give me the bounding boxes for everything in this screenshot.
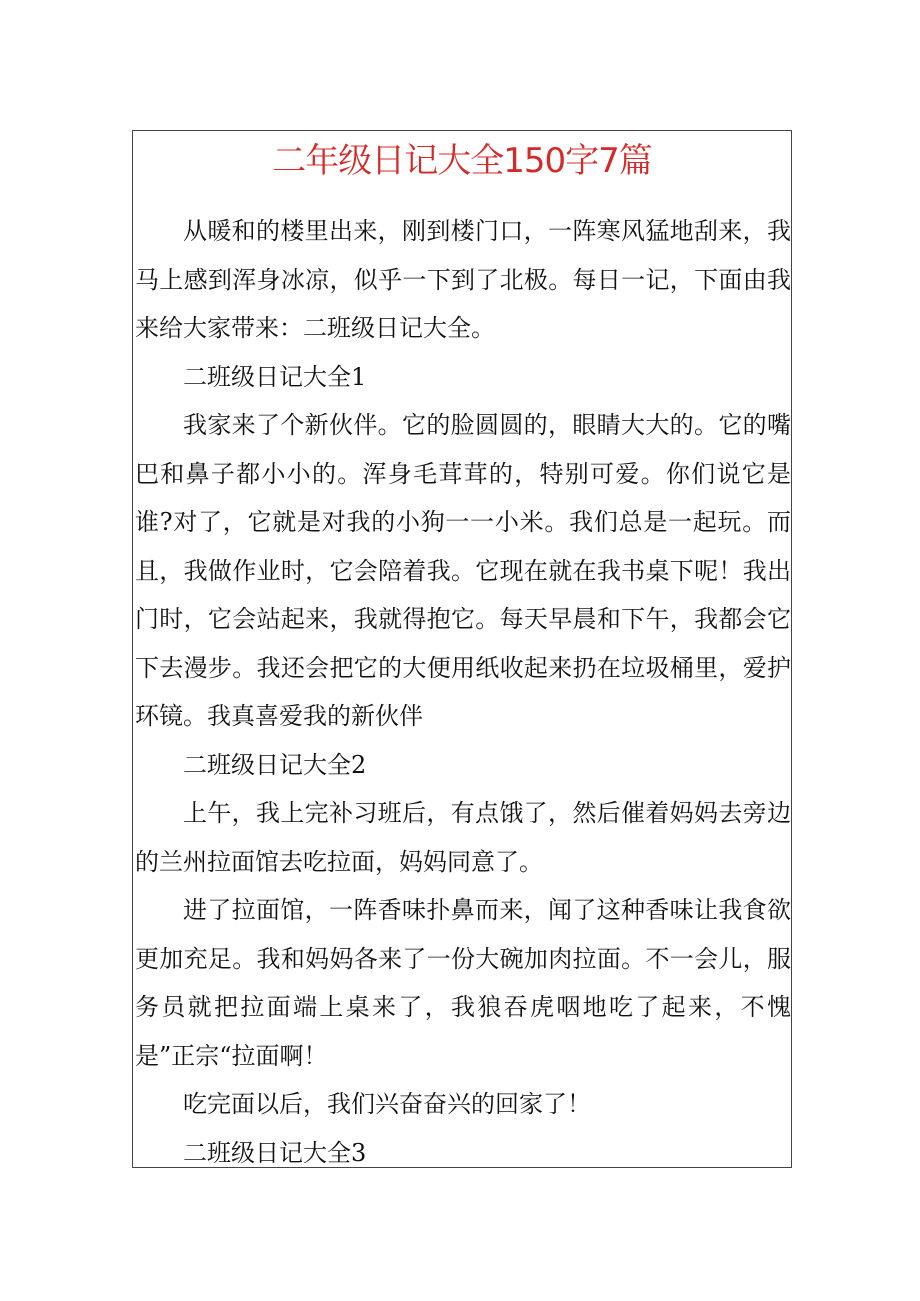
- section-heading-1: 二班级日记大全1: [183, 362, 367, 391]
- document-frame: [132, 130, 792, 1168]
- section-heading-3: 二班级日记大全3: [183, 1138, 367, 1167]
- intro-paragraph: 从暖和的楼里出来，刚到楼门口，一阵寒风猛地刮来，我马上感到浑身冰凉，似乎一下到了北极。每日一记，下面由我来给大家带来：二班级日记大全。: [135, 217, 791, 342]
- section-2-paragraph-2: 进了拉面馆，一阵香味扑鼻而来，闻了这种香味让我食欲更加充足。我和妈妈各来了一份大碗加肉拉面。不一会儿，服务员就把拉面端上桌来了，我狼吞虎咽地吃了起来，不愧是”正宗“拉面啊！: [135, 896, 791, 1070]
- section-1-paragraph-1: 我家来了个新伙伴。它的脸圆圆的，眼睛大大的。它的嘴巴和鼻子都小小的。浑身毛茸茸的，特别可爱。你们说它是谁?对了，它就是对我的小狗一一小米。我们总是一起玩。而且，我做作业时，它会陪着我。它现在就在我书桌下呢！我出门时，它会站起来，我就得抱它。每天早晨和下午，我都会它下去漫步。我还会把它的大便用纸收起来扔在垃圾桶里，爱护环镜。我真喜爱我的新伙伴: [135, 411, 791, 730]
- section-2-paragraph-1: 上午，我上完补习班后，有点饿了，然后催着妈妈去旁边的兰州拉面馆去吃拉面，妈妈同意了。: [135, 799, 791, 876]
- section-2-paragraph-3: 吃完面以后，我们兴奋奋兴的回家了！: [183, 1090, 591, 1118]
- section-heading-2: 二班级日记大全2: [183, 750, 367, 779]
- document-body: [135, 207, 791, 1168]
- document-title: 二年级日记大全150字7篇: [272, 141, 652, 181]
